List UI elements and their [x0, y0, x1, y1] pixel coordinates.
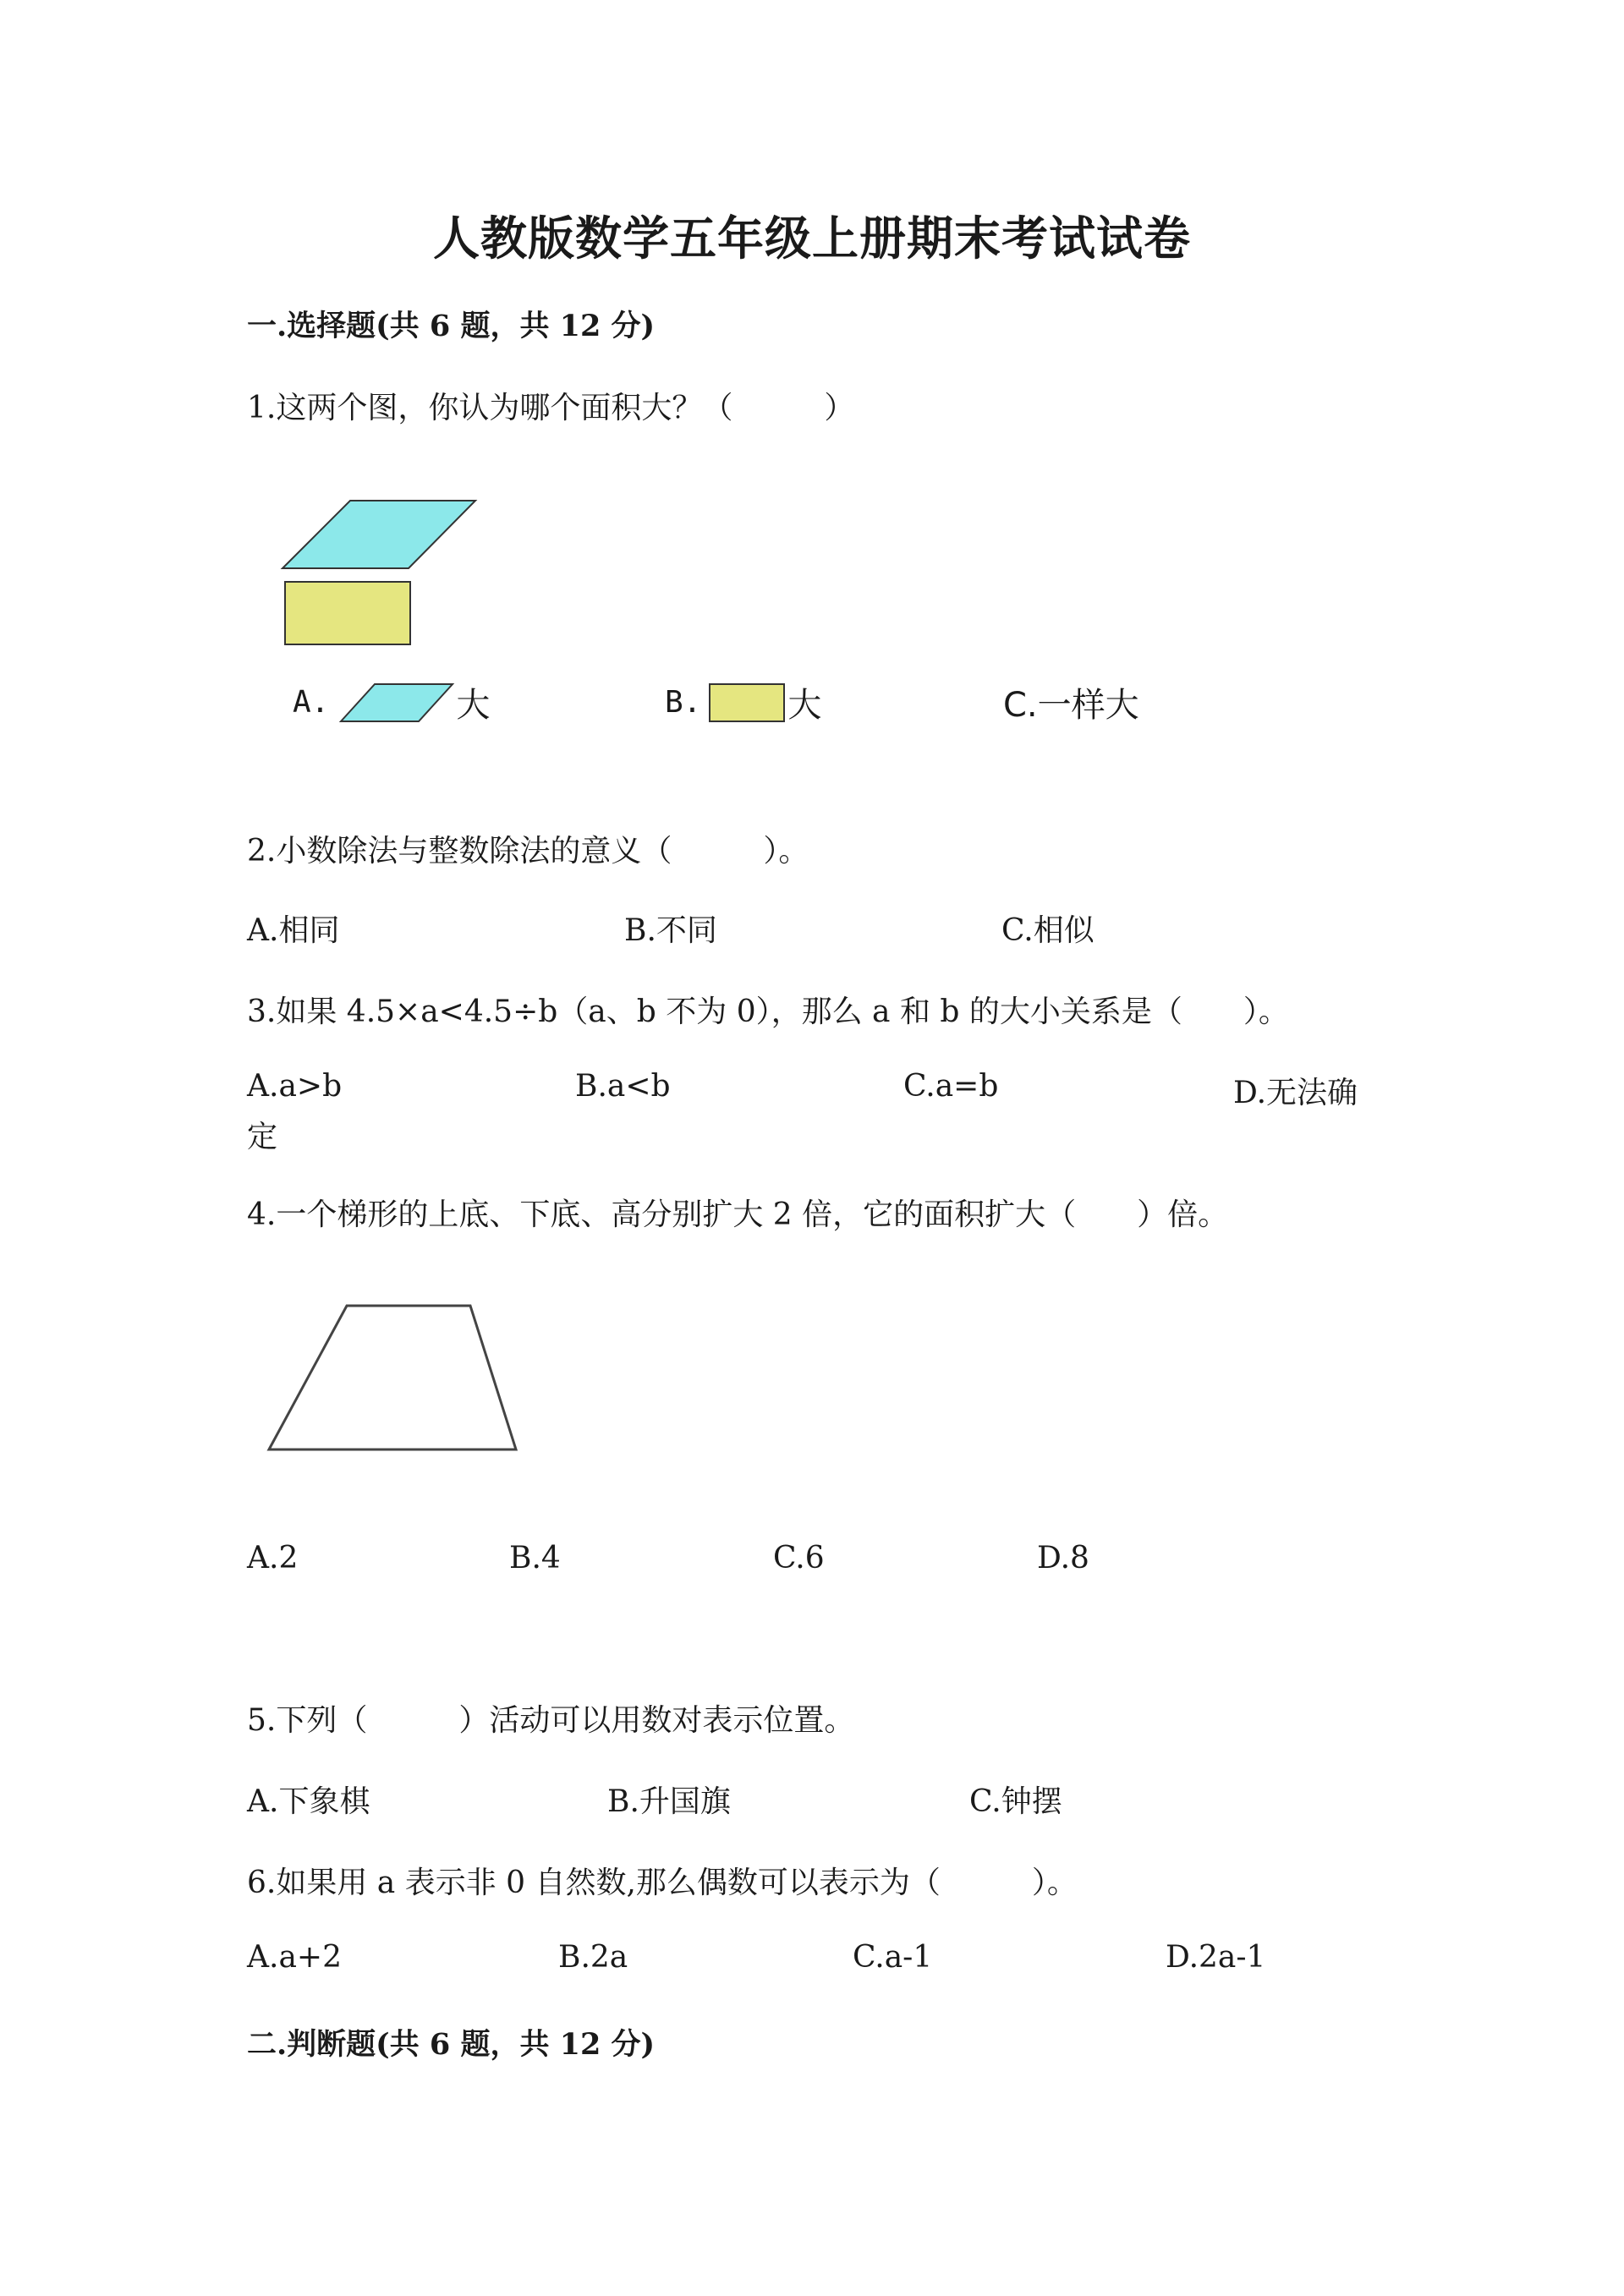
q5-option-a[interactable]: A.下象棋 — [247, 1784, 370, 1819]
question-5: 5.下列（ ）活动可以用数对表示位置。 — [247, 1703, 855, 1738]
rectangle-small-icon — [706, 681, 787, 725]
question-4: 4.一个梯形的上底、下底、高分别扩大 2 倍，它的面积扩大（ ）倍。 — [247, 1197, 1229, 1232]
q4-option-d[interactable]: D.8 — [1037, 1541, 1089, 1575]
option-suffix: 大 — [456, 686, 491, 725]
q3-option-c[interactable]: C.a=b — [903, 1069, 999, 1104]
q5-option-c[interactable]: C.钟摆 — [969, 1784, 1062, 1819]
q2-option-a[interactable]: A.相同 — [247, 913, 340, 948]
page-title: 人教版数学五年级上册期末考试试卷 — [432, 211, 1191, 266]
q6-option-a[interactable]: A.a+2 — [247, 1940, 342, 1975]
q1-option-a[interactable] — [293, 678, 490, 726]
trapezoid-figure — [262, 1294, 524, 1455]
q1-option-b[interactable] — [665, 678, 821, 726]
q2-option-c[interactable]: C.相似 — [1001, 913, 1095, 948]
q1-figure — [262, 490, 484, 660]
rectangle-shape — [285, 582, 410, 644]
q6-option-d[interactable]: D.2a-1 — [1166, 1940, 1266, 1975]
q4-option-c[interactable]: C.6 — [773, 1541, 825, 1575]
q3-option-a[interactable]: A.a>b — [247, 1069, 343, 1104]
q3-option-d-wrap: 定 — [247, 1120, 278, 1154]
parallelogram-small-icon — [337, 681, 456, 725]
question-6: 6.如果用 a 表示非 0 自然数,那么偶数可以表示为（ ）。 — [247, 1866, 1078, 1900]
question-3: 3.如果 4.5×a<4.5÷b（a、b 不为 0），那么 a 和 b 的大小关系是（ ）。 — [247, 995, 1289, 1029]
option-label: C.一样大 — [1003, 686, 1139, 725]
question-1: 1.这两个图，你认为哪个面积大？（ ） — [247, 391, 855, 425]
q4-option-b[interactable]: B.4 — [509, 1541, 561, 1575]
section-heading-judgment: 二.判断题(共 6 题，共 12 分) — [247, 2027, 656, 2062]
q1-option-c[interactable] — [1003, 678, 1139, 726]
q3-option-b[interactable]: B.a<b — [575, 1069, 671, 1104]
q2-option-b[interactable]: B.不同 — [624, 913, 717, 948]
q6-option-c[interactable]: C.a-1 — [853, 1940, 933, 1975]
q5-option-b[interactable]: B.升国旗 — [607, 1784, 731, 1819]
option-label: A. — [293, 685, 330, 720]
option-label: B. — [665, 685, 702, 720]
question-2: 2.小数除法与整数除法的意义（ ）。 — [247, 834, 809, 869]
option-suffix: 大 — [787, 686, 822, 725]
q4-option-a[interactable]: A.2 — [247, 1541, 299, 1575]
q6-option-b[interactable]: B.2a — [558, 1940, 628, 1975]
section-heading-choice: 一.选择题(共 6 题，共 12 分) — [247, 309, 656, 343]
q3-option-d[interactable]: D.无法确 — [1233, 1076, 1358, 1110]
